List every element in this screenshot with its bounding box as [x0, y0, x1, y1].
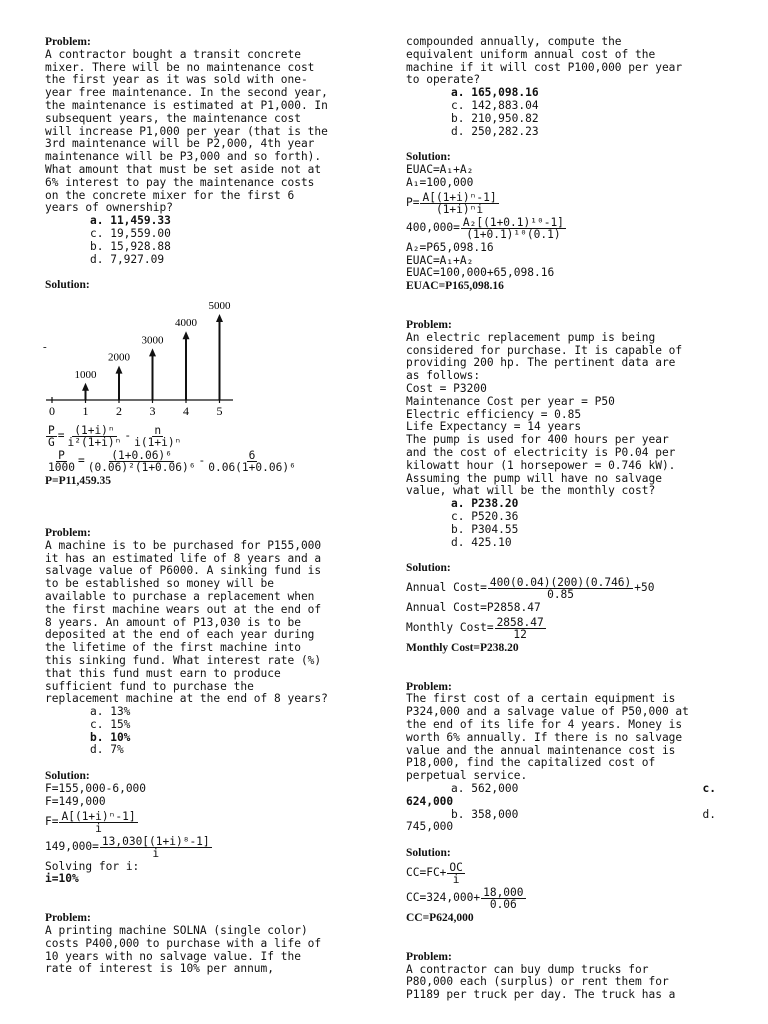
text-line: this sinking fund. What interest rate (%): [45, 653, 322, 667]
text-line: available to purchase a replacement when: [45, 589, 315, 603]
frac-num: n: [154, 424, 162, 438]
cash-flow-label: 4000: [175, 317, 197, 330]
option-c-letter: c.: [702, 782, 716, 796]
frac-num: OC: [449, 861, 463, 875]
text-line: P80,000 each (surplus) or rent them for: [406, 975, 669, 989]
text-line: P1189 per truck per day. The truck has a: [406, 988, 676, 1002]
frac-num: 13,030[(1+i)⁸-1]: [101, 834, 210, 848]
problem-heading: Problem:: [45, 36, 91, 48]
period-label: 1: [82, 404, 89, 419]
text-line: A printing machine SOLNA (single color): [45, 924, 308, 938]
text-line: it has an estimated life of 8 years and a: [45, 551, 322, 565]
problem-text: [45, 540, 375, 706]
text-line: the maintenance is estimated at P1,000. In: [45, 98, 328, 112]
left-column: [45, 36, 375, 976]
text-line: on the concrete mixer for the first 6: [45, 188, 295, 202]
formula-lhs: P=: [406, 195, 420, 209]
solution-line: EUAC=A₁+A₂: [406, 253, 474, 267]
formula-lhs: 149,000=: [45, 839, 99, 853]
formula-sinking-fund: [45, 811, 375, 834]
formula-present-worth: [406, 192, 736, 215]
cash-flow-label: 1000: [74, 368, 97, 381]
frac-num: P: [58, 449, 65, 463]
option-a: a. 11,459.33: [90, 214, 171, 228]
text-line: P18,000, find the capitalized cost of: [406, 756, 656, 770]
arrow-head: [82, 383, 89, 391]
frac-den: i: [152, 846, 160, 860]
final-answer: CC=P624,000: [406, 912, 474, 925]
text-line: 3rd maintenance will be P2,000, 4th year: [45, 137, 315, 151]
formula-gradient: $\frac{P}{G}$ = $\frac{\text{(1+i)ⁿ}}{\text{i²(1+i)ⁿ}}$ - $\frac{n}{\text{i(1+i)ⁿ}}$: [48, 424, 182, 450]
text-line: A contractor bought a transit concrete: [45, 47, 301, 61]
frac-num: A₂[(1+0.1)¹⁰-1]: [462, 215, 564, 229]
text-line: the end of its life for 4 years. Money is: [406, 718, 683, 732]
cash-flow-label: 2000: [108, 351, 130, 364]
formula-capitalized-cost: [406, 862, 736, 885]
text-line: A machine is to be purchased for P155,000: [45, 538, 322, 552]
frac-num: 400(0.04)(200)(0.746): [489, 576, 632, 590]
text-line: as follows:: [406, 369, 481, 383]
problem-heading: Problem:: [45, 526, 91, 539]
solution-heading: Solution:: [406, 847, 451, 860]
solution-heading: Solution:: [45, 770, 90, 783]
formula-rhs: +50: [634, 581, 655, 595]
text-line: subsequent years, the maintenance cost: [45, 111, 301, 125]
text-line: sufficient fund to purchase the: [45, 679, 254, 693]
frac-num: A[(1+i)ⁿ-1]: [61, 809, 136, 823]
frac-den: G: [48, 436, 55, 450]
text-line: Assuming the pump will have no salvage: [406, 471, 662, 485]
frac-num: 18,000: [483, 886, 524, 900]
solution-line: F=149,000: [45, 794, 106, 808]
text-line: mixer. There will be no maintenance cost: [45, 60, 315, 74]
answer-options-row: [406, 809, 736, 822]
stray-mark: -: [43, 341, 47, 354]
text-line: kilowatt hour (1 horsepower = 0.746 kW).: [406, 458, 676, 472]
frac-den: 0.06(1+0.06)⁶: [208, 461, 296, 475]
formula-lhs: CC=324,000+: [406, 891, 481, 905]
text-line: perpetual service.: [406, 769, 528, 783]
cash-flow-label: 5000: [208, 300, 231, 313]
problem-heading: Problem:: [406, 680, 452, 693]
formula-monthly-cost: [406, 617, 736, 640]
text-line: to be established so money will be: [45, 577, 275, 591]
frac-den: i: [95, 821, 102, 835]
final-answer: i=10%: [45, 872, 79, 886]
problem-text: [45, 49, 375, 215]
option-b: b. P304.55: [451, 522, 519, 536]
cash-flow-label: 3000: [141, 334, 164, 347]
solution-heading: Solution:: [45, 279, 90, 292]
solution-line: A₂=P65,098.16: [406, 240, 494, 254]
frac-den: 0.85: [547, 588, 575, 602]
frac-num: 6: [248, 449, 256, 463]
text-line: 10 years with no salvage value. If the: [45, 949, 301, 963]
formula-lhs: Annual Cost=: [406, 581, 487, 595]
period-label: 3: [149, 404, 156, 419]
option-d: d. 425.10: [451, 535, 512, 549]
frac-den: (0.06)²(1+0.06)⁶: [87, 461, 196, 475]
frac-num: A[(1+i)ⁿ-1]: [422, 190, 497, 204]
solution-line: F=155,000-6,000: [45, 782, 147, 796]
period-label: 0: [49, 404, 55, 419]
text-line: machine if it will cost P100,000 per year: [406, 60, 683, 74]
text-line: The pump is used for 400 hours per year: [406, 433, 669, 447]
formula-lhs: Monthly Cost=: [406, 620, 494, 634]
option-b: b. 15,928.88: [90, 239, 171, 253]
text-line: Electric efficiency = 0.85: [406, 407, 582, 421]
final-answer: Monthly Cost=P238.20: [406, 641, 519, 654]
formula-lhs: 400,000=: [406, 220, 460, 234]
option-b: b. 210,950.82: [451, 111, 539, 125]
problem-text: [406, 693, 736, 783]
text-line: to operate?: [406, 73, 481, 87]
text-line: maintenance will be P3,000 and so forth).: [45, 150, 322, 164]
formula-annual-cost: [406, 577, 736, 600]
answer-options: [45, 215, 375, 266]
frac-num: (1+0.06)⁶: [111, 449, 172, 463]
final-answer: P=P11,459.35: [45, 475, 111, 488]
option-a: a. 13%: [90, 705, 131, 719]
problem-text: [406, 964, 736, 1002]
text-line: equivalent uniform annual cost of the: [406, 47, 656, 61]
option-b: b. 358,000: [451, 807, 519, 821]
option-b: b. 10%: [90, 730, 131, 744]
cash-flow-diagram: [43, 298, 243, 423]
text-line: value, what will be the monthly cost?: [406, 484, 656, 498]
option-d: d. 7%: [90, 743, 124, 757]
text-line: and the cost of electricity is P0.04 per: [406, 445, 676, 459]
text-line: providing 200 hp. The pertinent data are: [406, 356, 676, 370]
option-d-letter: d.: [702, 807, 716, 821]
formula-substituted: [45, 836, 375, 859]
option-c: c. 15%: [90, 717, 131, 731]
arrow-head: [216, 314, 223, 322]
option-d: d. 250,282.23: [451, 124, 539, 138]
option-a: a. 562,000: [451, 782, 519, 796]
text-line: A contractor can buy dump trucks for: [406, 962, 649, 976]
text-line: the first year as it was sold with one-: [45, 73, 308, 87]
text-line: year free maintenance. In the second year,: [45, 86, 328, 100]
text-line: that this fund must earn to produce: [45, 666, 281, 680]
frac-den: 1000: [48, 461, 75, 475]
text-line: costs P400,000 to purchase with a life of: [45, 936, 322, 950]
text-line: The first cost of a certain equipment is: [406, 692, 676, 706]
right-column: [406, 36, 736, 1002]
solution-line: EUAC=A₁+A₂: [406, 163, 474, 177]
arrow-head: [183, 331, 190, 339]
option-c: c. 142,883.04: [451, 98, 539, 112]
text-line: Maintenance Cost per year = P50: [406, 394, 615, 408]
answer-options-row: [406, 783, 736, 796]
solution-heading: Solution:: [406, 151, 451, 164]
answer-options: [406, 87, 736, 138]
frac-den: (1+0.1)¹⁰(0.1): [466, 227, 561, 241]
text-line: 8 years. An amount of P13,030 is to be: [45, 615, 301, 629]
frac-num: 2858.47: [496, 615, 544, 629]
text-line: the first machine wears out at the end of: [45, 602, 322, 616]
text-line: salvage value of P6000. A sinking fund is: [45, 564, 322, 578]
formula-substituted: [406, 887, 736, 910]
answer-options: [406, 498, 736, 549]
frac-num: P: [48, 424, 55, 438]
final-answer: EUAC=P165,098.16: [406, 280, 504, 293]
text-line: replacement machine at the end of 8 years?: [45, 692, 328, 706]
text-line: rate of interest is 10% per annum,: [45, 962, 275, 976]
formula-lhs: F=: [45, 814, 59, 828]
answer-options: [45, 706, 375, 757]
text-line: the lifetime of the first machine into: [45, 641, 301, 655]
arrow-head: [116, 366, 123, 374]
text-line: value and the annual maintenance cost is: [406, 743, 676, 757]
solution-line: Solving for i:: [45, 859, 140, 873]
text-line: years of ownership?: [45, 201, 173, 215]
frac-den: 0.06: [489, 898, 517, 912]
option-c-value: 624,000: [406, 794, 454, 808]
frac-den: i²(1+i)ⁿ: [67, 436, 122, 450]
solution-line: EUAC=100,000+65,098.16: [406, 266, 555, 280]
period-label: 5: [216, 404, 223, 419]
text-line: compounded annually, compute the: [406, 35, 622, 48]
problem-heading: Problem:: [45, 912, 91, 925]
solution-line: Annual Cost=P2858.47: [406, 601, 541, 615]
period-label: 2: [116, 404, 122, 419]
frac-den: (1+i)ⁿi: [435, 202, 484, 216]
problem-heading: Problem:: [406, 318, 452, 331]
option-c: c. P520.36: [451, 509, 519, 523]
frac-num: (1+i)ⁿ: [74, 424, 115, 438]
solution-line: A₁=100,000: [406, 175, 474, 189]
text-line: P324,000 and a salvage value of P50,000 at: [406, 705, 689, 719]
problem-text: [406, 36, 736, 87]
formula-substituted: $\frac{P}{1000}$ = $\frac{\text{(1+0.06)⁶}}{\text{(0.06)²(1+0.06)⁶}}$ - $\frac{6}{\text{0.06(1+0.06)⁶}}$: [48, 449, 296, 475]
option-d-value: 745,000: [406, 820, 454, 834]
problem-text: [45, 925, 375, 976]
formula-lhs: CC=FC+: [406, 866, 447, 880]
frac-den: i: [452, 873, 460, 887]
text-line: deposited at the end of each year during: [45, 628, 315, 642]
option-a: a. P238.20: [451, 497, 519, 511]
option-a: a. 165,098.16: [451, 86, 539, 100]
problem-heading: Problem:: [406, 950, 452, 963]
text-line: An electric replacement pump is being: [406, 330, 656, 344]
formula-substituted: [406, 217, 736, 240]
frac-den: 12: [513, 627, 527, 641]
problem-text: [406, 332, 736, 498]
option-c: c. 19,559.00: [90, 226, 171, 240]
text-line: 6% interest to pay the maintenance costs: [45, 175, 315, 189]
frac-den: i(1+i)ⁿ: [134, 436, 182, 450]
solution-heading: Solution:: [406, 562, 451, 575]
text-line: will increase P1,000 per year (that is the: [45, 124, 328, 138]
text-line: considered for purchase. It is capable of: [406, 343, 683, 357]
option-d: d. 7,927.09: [90, 252, 165, 266]
text-line: Cost = P3200: [406, 381, 487, 395]
text-line: Life Expectancy = 14 years: [406, 420, 582, 434]
arrow-head: [149, 349, 156, 357]
text-line: What amount that must be set aside not at: [45, 162, 322, 176]
text-line: worth 6% annually. If there is no salvage: [406, 730, 683, 744]
period-label: 4: [183, 404, 189, 419]
